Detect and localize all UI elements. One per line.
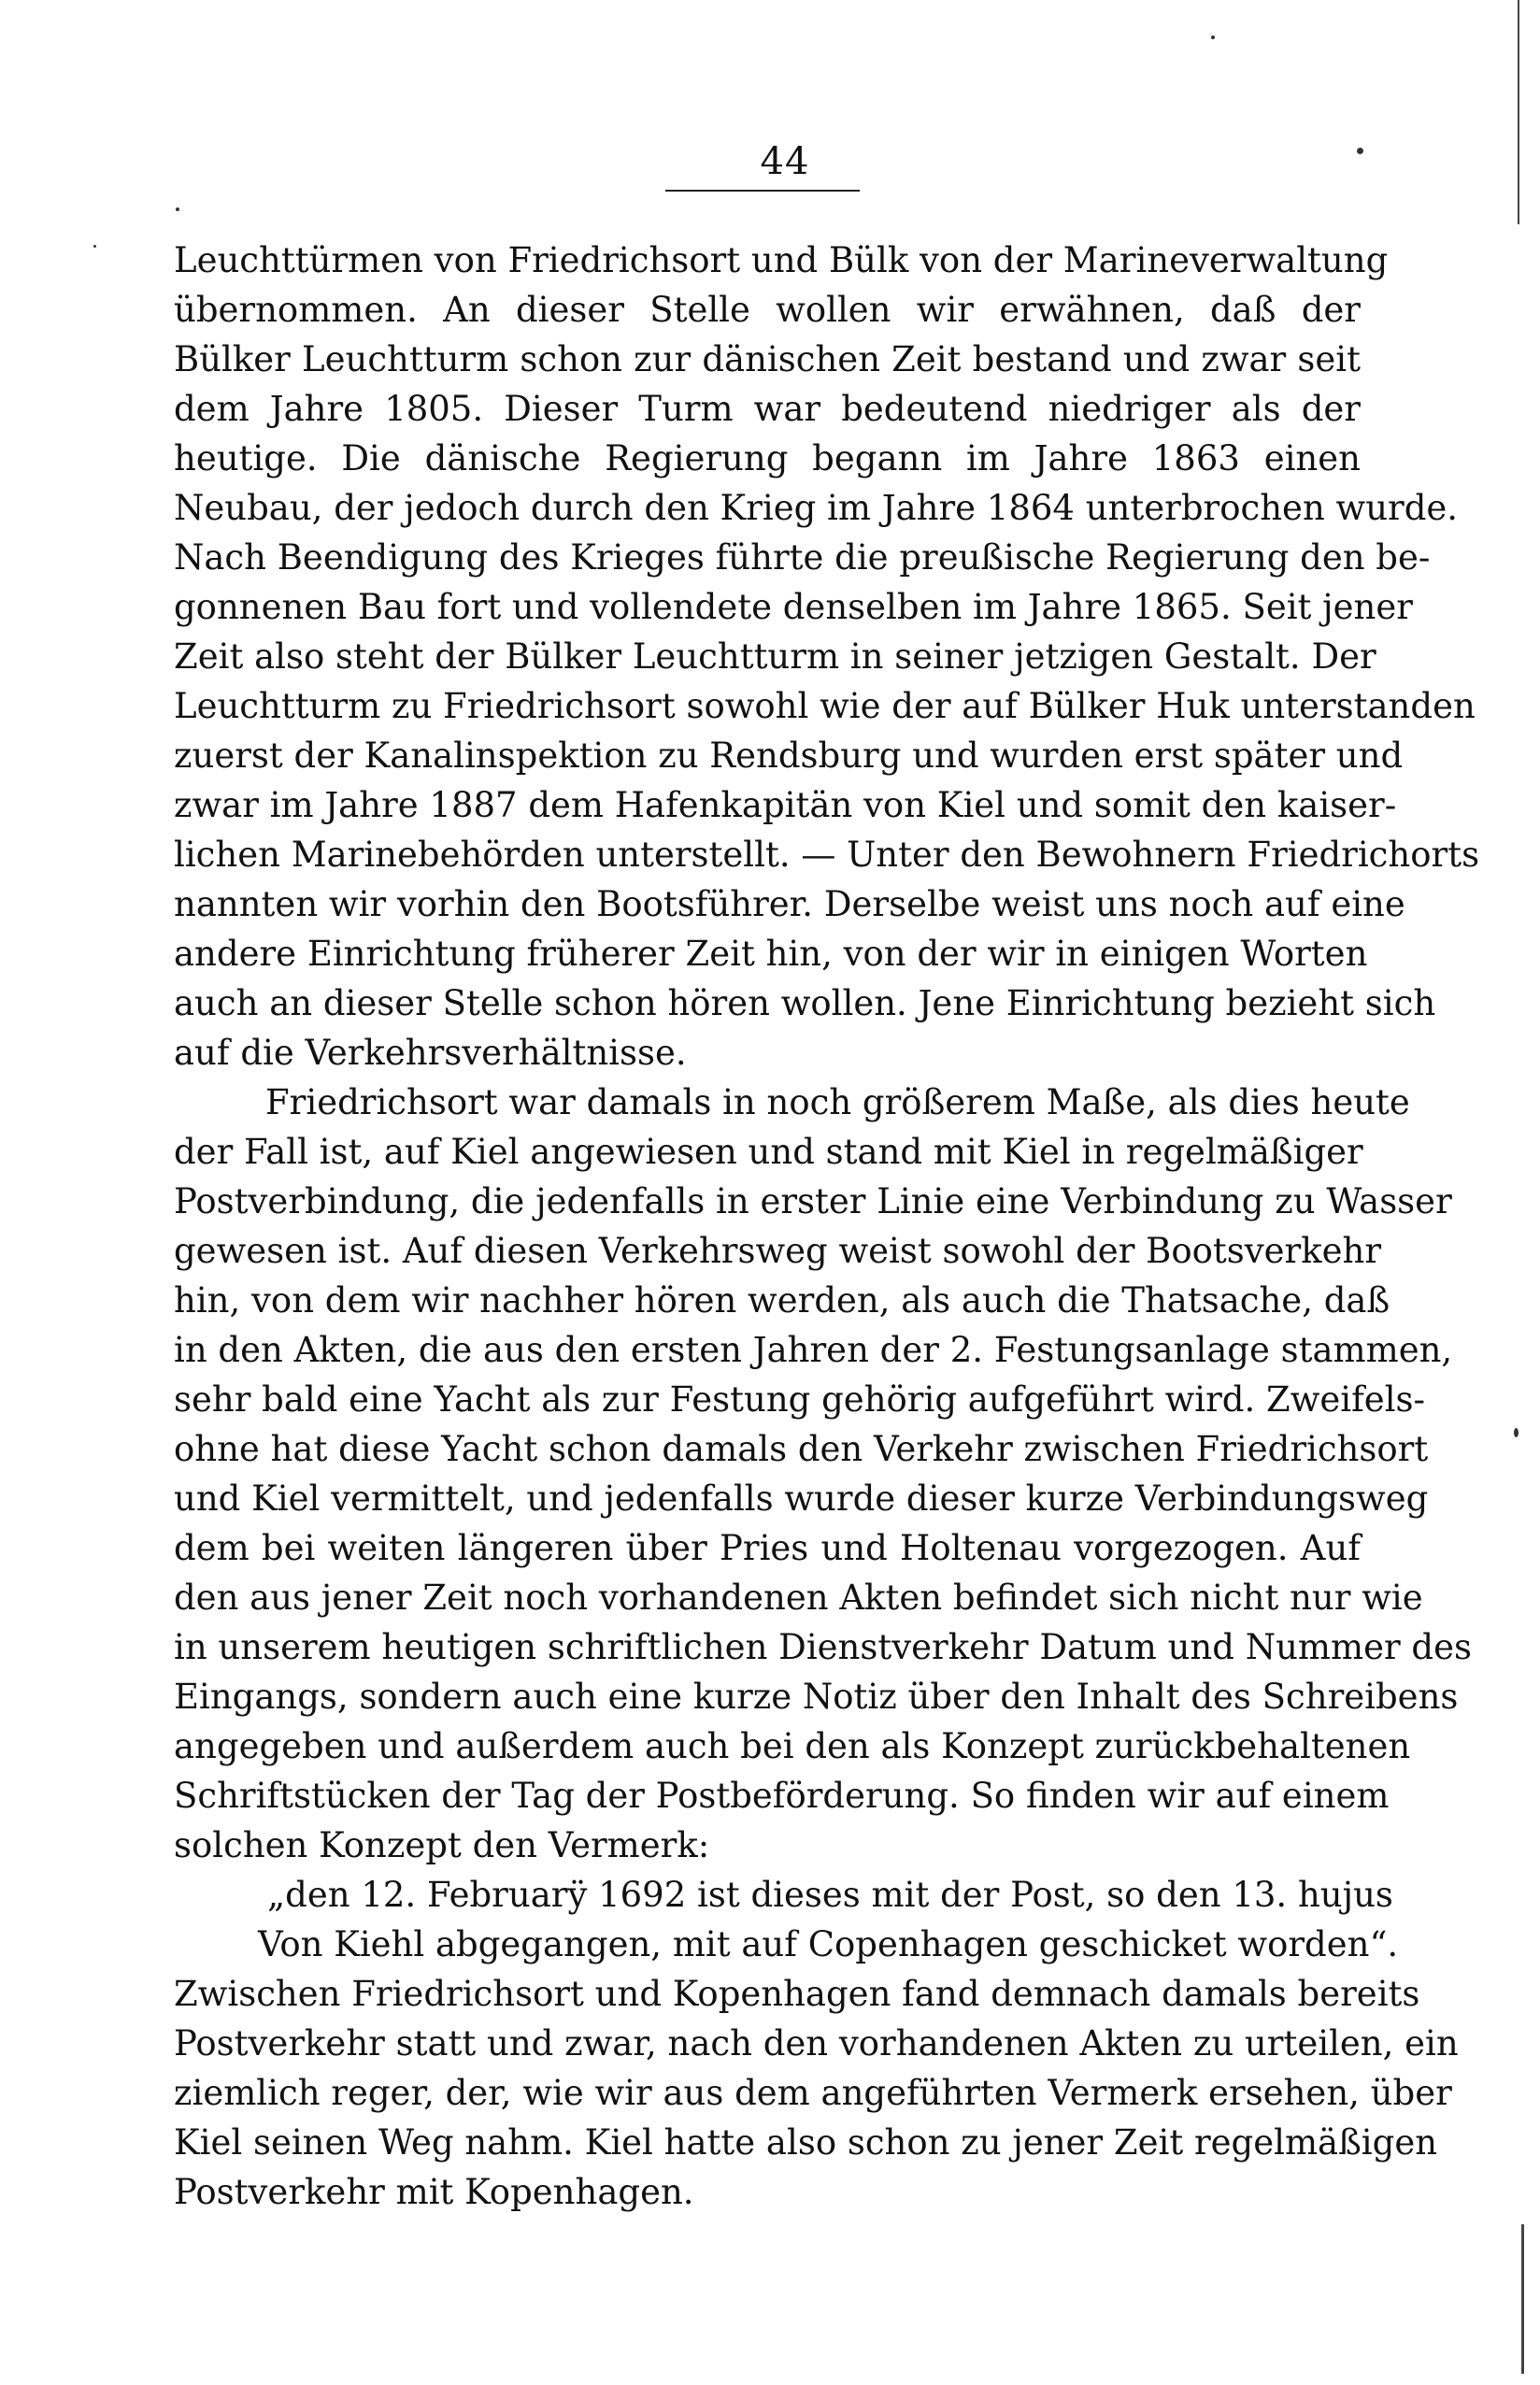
text-line: Postverbindung, die jedenfalls in erster Linie eine Verbindung zu Wasser xyxy=(174,1181,1452,1221)
scan-speck xyxy=(176,207,179,211)
text-line: Eingangs, sondern auch eine kurze Notiz über den Inhalt des Schreibens xyxy=(174,1677,1459,1717)
text-line: und Kiel vermittelt, und jedenfalls wurde dieser kurze Verbindungsweg xyxy=(174,1478,1429,1519)
text-line: Bülker Leuchtturm schon zur dänischen Zeit bestand und zwar seit xyxy=(174,339,1361,379)
paragraph-first-line: Friedrichsort war damals in noch größerem Maße, als dies heute xyxy=(265,1082,1410,1122)
text-line: solchen Konzept den Vermerk: xyxy=(174,1825,710,1865)
text-line: dem bei weiten längeren über Pries und Holtenau vorgezogen. Auf xyxy=(174,1528,1361,1568)
text-line: ziemlich reger, der, wie wir aus dem angeführten Vermerk ersehen, über xyxy=(174,2073,1452,2113)
text-line: Postverkehr mit Kopenhagen. xyxy=(174,2172,694,2212)
text-line: den aus jener Zeit noch vorhandenen Akten befindet sich nicht nur wie xyxy=(174,1578,1423,1618)
text-line: auch an dieser Stelle schon hören wollen. Jene Einrichtung bezieht sich xyxy=(174,983,1436,1023)
scan-speck xyxy=(93,245,96,248)
text-line: Postverkehr statt und zwar, nach den vorhandenen Akten zu urteilen, ein xyxy=(174,2023,1459,2064)
header-rule xyxy=(665,190,860,192)
quote-line: Von Kiehl abgegangen, mit auf Copenhagen geschicket worden“. xyxy=(258,1924,1399,1964)
scan-speck xyxy=(1514,1428,1519,1437)
text-line: der Fall ist, auf Kiel angewiesen und stand mit Kiel in regelmäßiger xyxy=(174,1132,1363,1172)
text-line: gewesen ist. Auf diesen Verkehrsweg weist sowohl der Bootsverkehr xyxy=(174,1231,1382,1271)
page-edge-mark xyxy=(1518,0,1519,224)
text-line: angegeben und außerdem auch bei den als Konzept zurückbehaltenen xyxy=(174,1726,1411,1766)
text-line: Kiel seinen Weg nahm. Kiel hatte also schon zu jener Zeit regelmäßigen xyxy=(174,2122,1438,2163)
body-text xyxy=(174,236,1480,2217)
text-line: Schriftstücken der Tag der Postbeförderung. So finden wir auf einem xyxy=(174,1776,1390,1816)
text-line: hin, von dem wir nachher hören werden, als auch die Thatsache, daß xyxy=(174,1280,1390,1321)
scan-speck xyxy=(1357,148,1363,154)
text-line: sehr bald eine Yacht als zur Festung gehörig aufgeführt wird. Zweifels- xyxy=(174,1379,1426,1420)
text-line: lichen Marinebehörden unterstellt. — Unter den Bewohnern Friedrichorts xyxy=(174,835,1480,875)
text-line: andere Einrichtung früherer Zeit hin, von der wir in einigen Worten xyxy=(174,934,1368,974)
text-line: gonnenen Bau fort und vollendete denselben im Jahre 1865. Seit jener xyxy=(174,587,1413,627)
page-edge-mark xyxy=(1521,2224,1524,2374)
text-line: Neubau, der jedoch durch den Krieg im Jahre 1864 unterbrochen wurde. xyxy=(174,488,1459,528)
text-line: in den Akten, die aus den ersten Jahren der 2. Festungsanlage stammen, xyxy=(174,1330,1453,1370)
text-line: Nach Beendigung des Krieges führte die preußische Regierung den be- xyxy=(174,537,1431,578)
text-line: Leuchttürmen von Friedrichsort und Bülk von der Marineverwaltung xyxy=(174,240,1389,280)
quote-line: „den 12. Februarÿ 1692 ist dieses mit der Post, so den 13. hujus xyxy=(267,1875,1393,1915)
text-line: nannten wir vorhin den Bootsführer. Derselbe weist uns noch auf eine xyxy=(174,884,1405,924)
text-line: übernommen. An dieser Stelle wollen wir erwähnen, daß der xyxy=(174,290,1361,330)
text-line: heutige. Die dänische Regierung begann im Jahre 1863 einen xyxy=(174,438,1361,478)
text-line: dem Jahre 1805. Dieser Turm war bedeutend niedriger als der xyxy=(174,389,1361,429)
scan-speck xyxy=(1211,36,1215,39)
text-line: ohne hat diese Yacht schon damals den Verkehr zwischen Friedrichsort xyxy=(174,1429,1429,1469)
text-line: Leuchtturm zu Friedrichsort sowohl wie der auf Bülker Huk unterstanden xyxy=(174,686,1476,726)
text-line: auf die Verkehrsverhältnisse. xyxy=(174,1033,687,1073)
text-line: zuerst der Kanalinspektion zu Rendsburg und wurden erst später und xyxy=(174,735,1404,776)
text-line: Zeit also steht der Bülker Leuchtturm in seiner jetzigen Gestalt. Der xyxy=(174,636,1376,677)
page-number: 44 xyxy=(760,140,810,183)
text-line: zwar im Jahre 1887 dem Hafenkapitän von Kiel und somit den kaiser- xyxy=(174,785,1397,825)
text-line: in unserem heutigen schriftlichen Dienstverkehr Datum und Nummer des xyxy=(174,1627,1472,1667)
text-line: Zwischen Friedrichsort und Kopenhagen fand demnach damals bereits xyxy=(174,1974,1420,2014)
